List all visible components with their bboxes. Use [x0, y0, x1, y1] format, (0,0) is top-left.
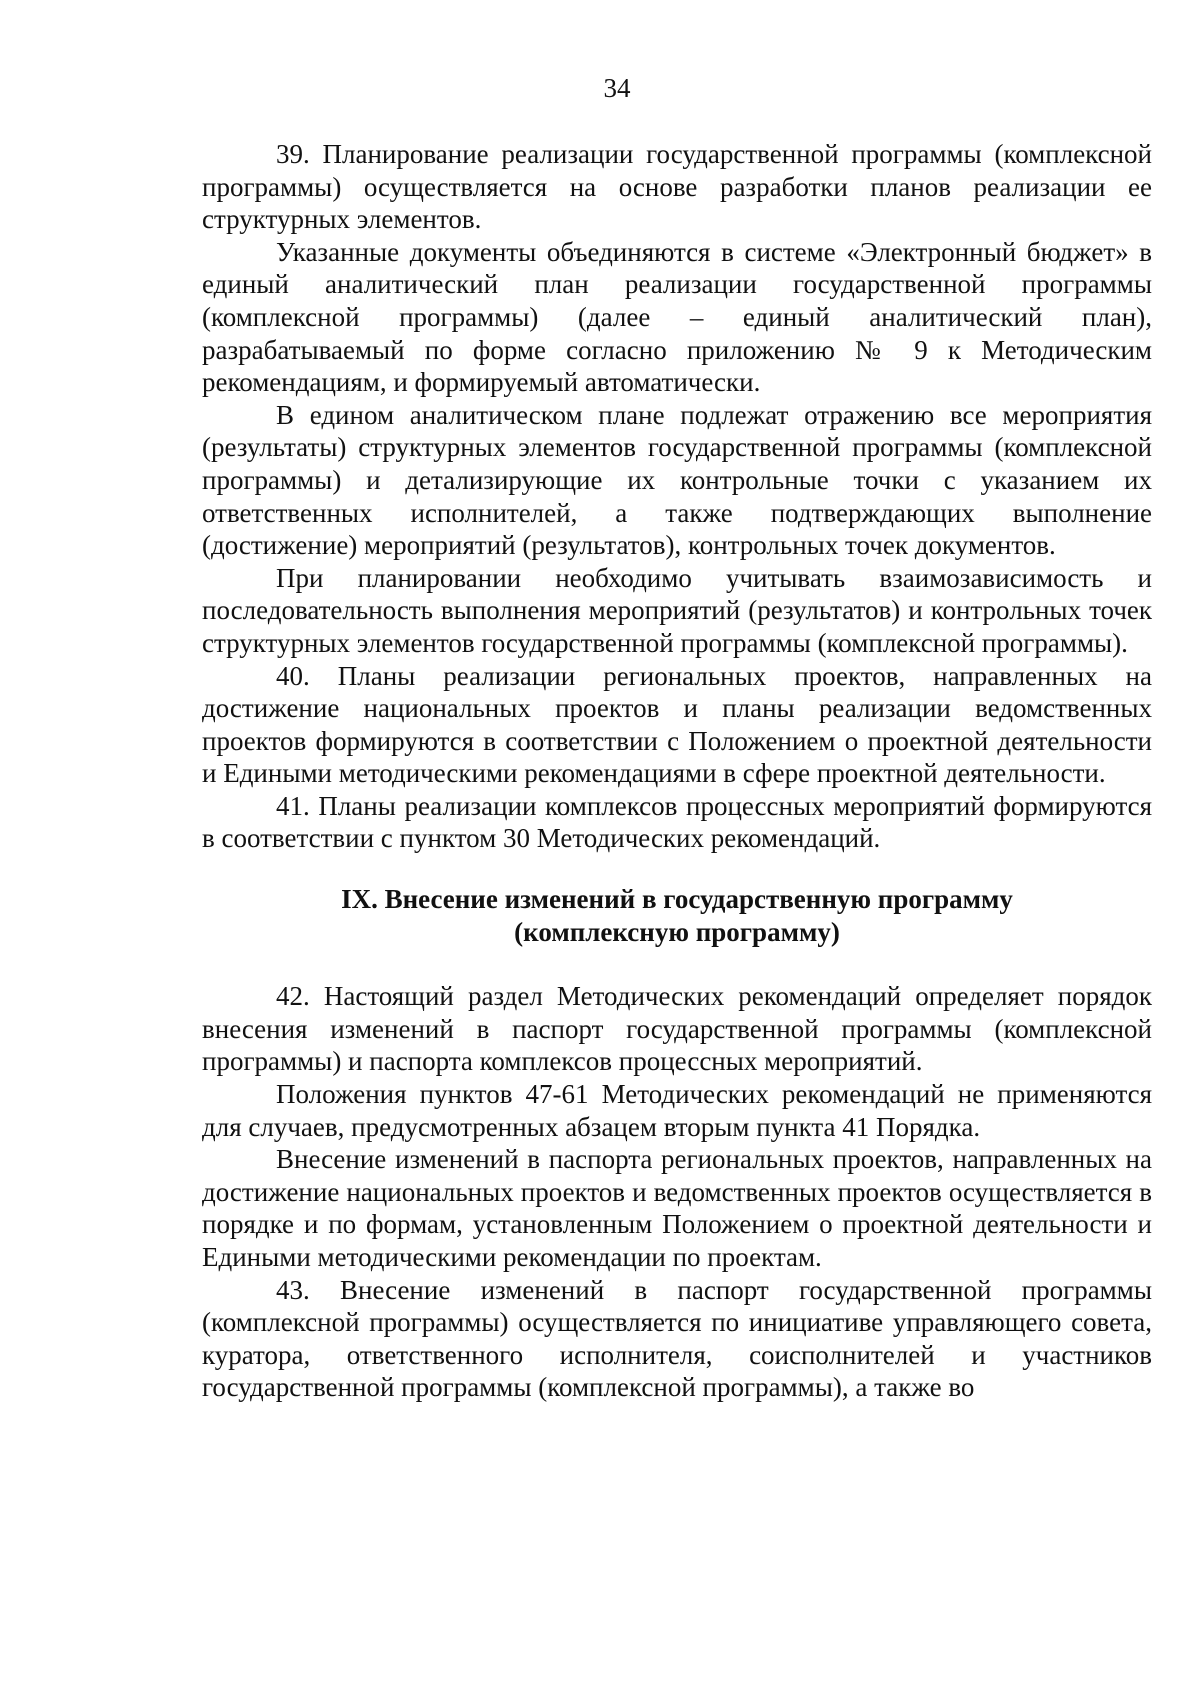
paragraph-43: 43. Внесение изменений в паспорт государственной программы (комплексной программы) осуществляется по инициативе управляющего совета, куратора, ответственного исполнителя, соисполнителей и участников государственной программы (комплексной программы), а также во: [202, 1274, 1152, 1403]
section-heading-line-1: IX. Внесение изменений в государственную программу: [341, 884, 1013, 915]
section-heading-ix: [202, 883, 1152, 948]
paragraph-39: 39. Планирование реализации государственной программы (комплексной программы) осуществляется на основе разработки планов реализации ее структурных элементов.: [202, 139, 1152, 235]
paragraph-42: 42. Настоящий раздел Методических рекомендаций определяет порядок внесения изменений в паспорт государственной программы (комплексной программы) и паспорта комплексов процессных мероприятий.: [202, 981, 1152, 1077]
section-heading-line-2: (комплексную программу): [514, 916, 840, 947]
paragraph-39-planning: При планировании необходимо учитывать взаимозависимость и последовательность выполнения мероприятий (результатов) и контрольных точек структурных элементов государственной программы (комплексной программы).: [202, 562, 1152, 658]
paragraph-42-regional-projects: Внесение изменений в паспорта региональных проектов, направленных на достижение национальных проектов и ведомственных проектов осуществляется в порядке и по формам, установленным Положением о проектной деятельности и Едиными методическими рекомендации по проектам.: [202, 1144, 1152, 1272]
paragraph-42-provisions: Положения пунктов 47-61 Методических рекомендаций не применяются для случаев, предусмотренных абзацем вторым пункта 41 Порядка.: [202, 1079, 1152, 1142]
document-body: [202, 138, 1152, 1404]
page-number: 34: [603, 73, 631, 103]
paragraph-41: 41. Планы реализации комплексов процессных мероприятий формируются в соответствии с пунктом 30 Методических рекомендаций.: [202, 790, 1152, 854]
paragraph-40: 40. Планы реализации региональных проектов, направленных на достижение национальных проектов и планы реализации ведомственных проектов формируются в соответствии с Положением о проектной деятельности и Едиными методическими рекомендациями в сфере проектной деятельности.: [202, 660, 1152, 789]
paragraph-39-analytic-plan: В едином аналитическом плане подлежат отражению все мероприятия (результаты) структурных элементов государственной программы (комплексной программы) и детализирующие их контрольные точки с указанием их ответственных исполнителей, а также подтверждающих выполнение (достижение) мероприятий (результатов), контрольных точек документов.: [202, 399, 1152, 561]
paragraph-39-electronic-budget: Указанные документы объединяются в системе «Электронный бюджет» в единый аналитический план реализации государственной программы (комплексной программы) (далее – единый аналитический план), разрабатываемый по форме согласно приложению № 9 к Методическим рекомендациям, и формируемый автоматически.: [202, 236, 1152, 398]
